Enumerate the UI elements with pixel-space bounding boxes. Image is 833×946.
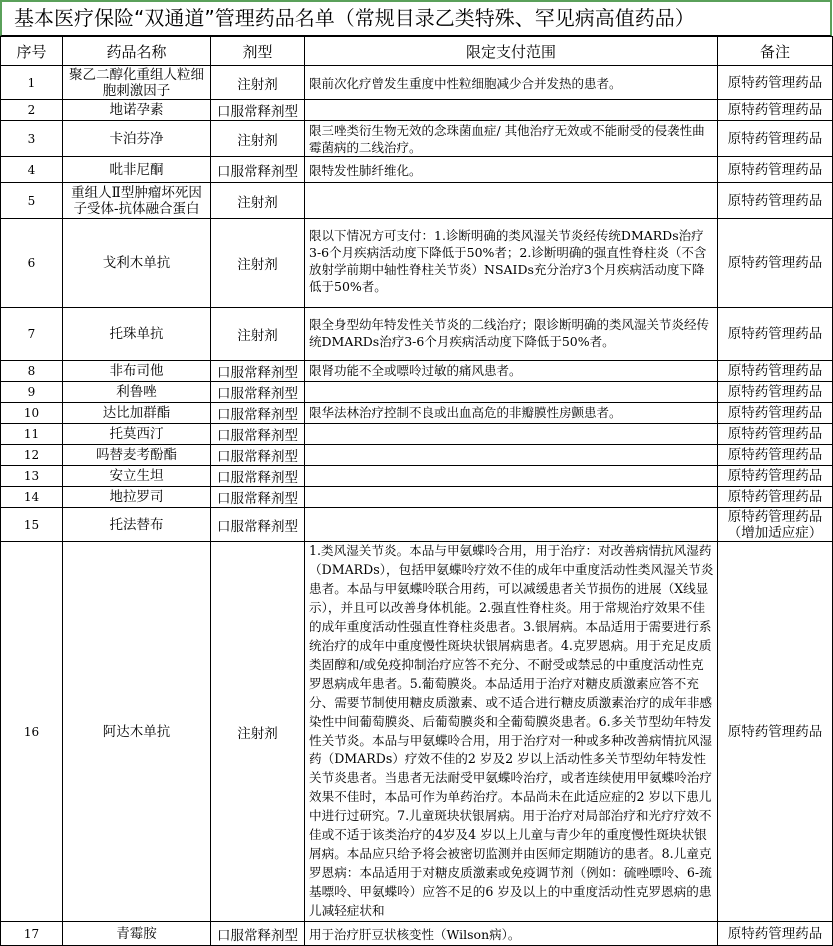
payment-scope — [305, 183, 718, 219]
payment-scope — [305, 487, 718, 508]
payment-scope: 限华法林治疗控制不良或出血高危的非瓣膜性房颤患者。 — [305, 403, 718, 424]
dosage-form: 口服常释剂型 — [211, 100, 305, 121]
remark: 原特药管理药品 — [718, 100, 833, 121]
row-number: 13 — [1, 466, 63, 487]
remark: 原特药管理药品 — [718, 382, 833, 403]
remark-line: 原特药管理药品 — [727, 508, 823, 525]
row-number: 5 — [1, 183, 63, 219]
remark: 原特药管理药品 — [718, 487, 833, 508]
table-row — [1, 542, 833, 922]
payment-scope — [305, 424, 718, 445]
payment-scope: 限特发性肺纤维化。 — [305, 157, 718, 183]
remark: 原特药管理药品 — [718, 157, 833, 183]
dosage-form: 注射剂 — [211, 121, 305, 157]
dosage-form: 口服常释剂型 — [211, 445, 305, 466]
drug-name: 安立生坦 — [63, 466, 211, 487]
table-row — [1, 487, 833, 508]
payment-scope: 限以下情况方可支付：1.诊断明确的类风湿关节炎经传统DMARDs治疗3-6个月疾病活动度下降低于50%者；2.诊断明确的强直性脊柱炎（不含放射学前期中轴性脊柱关节炎）NSAIDs充分治疗3个月疾病活动度下降低于50%者。 — [305, 219, 718, 308]
remark-extra: （增加适应症） — [727, 524, 823, 541]
payment-scope: 限肾功能不全或嘌呤过敏的痛风患者。 — [305, 361, 718, 382]
dosage-form: 注射剂 — [211, 183, 305, 219]
payment-scope — [305, 445, 718, 466]
page-title: 基本医疗保险“双通道”管理药品名单（常规目录乙类特殊、罕见病高值药品） — [0, 0, 832, 36]
drug-name: 戈利木单抗 — [63, 219, 211, 308]
row-number: 1 — [1, 66, 63, 100]
row-number: 8 — [1, 361, 63, 382]
payment-scope: 限全身型幼年特发性关节炎的二线治疗；限诊断明确的类风湿关节炎经传统DMARDs治疗3-6个月疾病活动度下降低于50%者。 — [305, 308, 718, 361]
remark: 原特药管理药品 — [718, 308, 833, 361]
table-row — [1, 308, 833, 361]
header-scope: 限定支付范围 — [305, 37, 718, 66]
remark: 原特药管理药品 — [718, 183, 833, 219]
dosage-form: 口服常释剂型 — [211, 403, 305, 424]
table-row — [1, 121, 833, 157]
remark: 原特药管理药品 — [718, 445, 833, 466]
row-number: 10 — [1, 403, 63, 424]
row-number: 16 — [1, 542, 63, 922]
remark: 原特药管理药品 — [718, 403, 833, 424]
drug-name: 地诺孕素 — [63, 100, 211, 121]
table-row — [1, 922, 833, 946]
drug-name: 地拉罗司 — [63, 487, 211, 508]
table-row — [1, 219, 833, 308]
row-number: 12 — [1, 445, 63, 466]
header-form: 剂型 — [211, 37, 305, 66]
remark: 原特药管理药品 — [718, 466, 833, 487]
payment-scope — [305, 100, 718, 121]
remark: 原特药管理药品 — [718, 121, 833, 157]
row-number: 17 — [1, 922, 63, 946]
drug-name: 阿达木单抗 — [63, 542, 211, 922]
remark: 原特药管理药品 — [718, 219, 833, 308]
row-number: 9 — [1, 382, 63, 403]
drug-name: 吗替麦考酚酯 — [63, 445, 211, 466]
dosage-form: 口服常释剂型 — [211, 424, 305, 445]
table-row — [1, 361, 833, 382]
remark: 原特药管理药品 — [718, 66, 833, 100]
remark: 原特药管理药品 — [718, 922, 833, 946]
dosage-form: 口服常释剂型 — [211, 922, 305, 946]
row-number: 4 — [1, 157, 63, 183]
drug-name: 托莫西汀 — [63, 424, 211, 445]
drug-name: 卡泊芬净 — [63, 121, 211, 157]
drug-name: 利鲁唑 — [63, 382, 211, 403]
header-row — [1, 37, 833, 66]
remark — [718, 508, 833, 542]
drug-name: 青霉胺 — [63, 922, 211, 946]
table-row — [1, 382, 833, 403]
drug-name: 吡非尼酮 — [63, 157, 211, 183]
row-number: 15 — [1, 508, 63, 542]
payment-scope: 用于治疗肝豆状核变性（Wilson病）。 — [305, 922, 718, 946]
drug-name: 达比加群酯 — [63, 403, 211, 424]
dosage-form: 口服常释剂型 — [211, 487, 305, 508]
dosage-form: 口服常释剂型 — [211, 466, 305, 487]
dosage-form: 口服常释剂型 — [211, 508, 305, 542]
remark: 原特药管理药品 — [718, 361, 833, 382]
drug-name: 聚乙二醇化重组人粒细胞刺激因子 — [63, 66, 211, 100]
table-row — [1, 100, 833, 121]
row-number: 3 — [1, 121, 63, 157]
row-number: 2 — [1, 100, 63, 121]
remark: 原特药管理药品 — [718, 424, 833, 445]
table-row — [1, 466, 833, 487]
drug-name: 托珠单抗 — [63, 308, 211, 361]
table-row — [1, 424, 833, 445]
dosage-form: 注射剂 — [211, 542, 305, 922]
row-number: 14 — [1, 487, 63, 508]
dosage-form: 口服常释剂型 — [211, 157, 305, 183]
dosage-form: 口服常释剂型 — [211, 382, 305, 403]
drug-table — [0, 36, 833, 946]
remark: 原特药管理药品 — [718, 542, 833, 922]
payment-scope — [305, 466, 718, 487]
drug-name: 重组人Ⅱ型肿瘤坏死因子受体-抗体融合蛋白 — [63, 183, 211, 219]
table-row — [1, 157, 833, 183]
dosage-form: 注射剂 — [211, 66, 305, 100]
header-name: 药品名称 — [63, 37, 211, 66]
table-row — [1, 445, 833, 466]
table-row — [1, 508, 833, 542]
payment-scope: 限前次化疗曾发生重度中性粒细胞减少合并发热的患者。 — [305, 66, 718, 100]
drug-name: 非布司他 — [63, 361, 211, 382]
row-number: 7 — [1, 308, 63, 361]
payment-scope: 限三唑类衍生物无效的念珠菌血症/ 其他治疗无效或不能耐受的侵袭性曲霉菌病的二线治疗。 — [305, 121, 718, 157]
payment-scope-text: 1.类风湿关节炎。本品与甲氨蝶呤合用，用于治疗：对改善病情抗风湿药（DMARDs），包括甲氨蝶呤疗效不佳的成年中重度活动性类风湿关节炎患者。本品与甲氨蝶呤联合用药，可以减缓患者关节损伤的进展（X线显示），并且可以改善身体机能。2.强直性脊柱炎。用于常规治疗效果不佳的成年重度活动性强直性脊柱炎患者。3.银屑病。本品适用于需要进行系统治疗的成年中重度慢性斑块状银屑病患者。4.克罗恩病。用于充足皮质类固醇和/或免疫抑制治疗应答不充分、不耐受或禁忌的中重度活动性克罗恩病成年患者。5.葡萄膜炎。本品适用于治疗对糖皮质激素应答不充分、需要节制使用糖皮质激素、或不适合进行糖皮质激素治疗的成年非感染性中间葡萄膜炎、后葡萄膜炎和全葡萄膜炎患者。6.多关节型幼年特发性关节炎。本品与甲氨蝶呤合用，用于治疗对一种或多种改善病情抗风湿药（DMARDs）疗效不佳的2 岁及2 岁以上活动性多关节型幼年特发性关节炎患者。当患者无法耐受甲氨蝶呤治疗，或者连续使用甲氨蝶呤治疗效果不佳时，本品可作为单药治疗。本品尚未在此适应症的2 岁以下患儿中进行过研究。7.儿童斑块状银屑病。用于治疗对局部治疗和光疗疗效不佳或不适于该类治疗的4岁及4 岁以上儿童与青少年的重度慢性斑块状银屑病。本品应只给予将会被密切监测并由医师定期随访的患者。8.儿童克罗恩病：本品适用于对糖皮质激素或免疫调节剂（例如：硫唑嘌呤、6-巯基嘌呤、甲氨蝶呤）应答不足的6 岁及以上的中重度活动性克罗恩病的患儿减轻症状和 — [309, 543, 714, 919]
table-row — [1, 403, 833, 424]
row-number: 11 — [1, 424, 63, 445]
header-note: 备注 — [718, 37, 833, 66]
table-row — [1, 66, 833, 100]
payment-scope — [305, 508, 718, 542]
payment-scope — [305, 542, 718, 922]
table-row — [1, 183, 833, 219]
header-no: 序号 — [1, 37, 63, 66]
dosage-form: 注射剂 — [211, 308, 305, 361]
payment-scope — [305, 382, 718, 403]
dosage-form: 注射剂 — [211, 219, 305, 308]
dosage-form: 口服常释剂型 — [211, 361, 305, 382]
row-number: 6 — [1, 219, 63, 308]
drug-name: 托法替布 — [63, 508, 211, 542]
